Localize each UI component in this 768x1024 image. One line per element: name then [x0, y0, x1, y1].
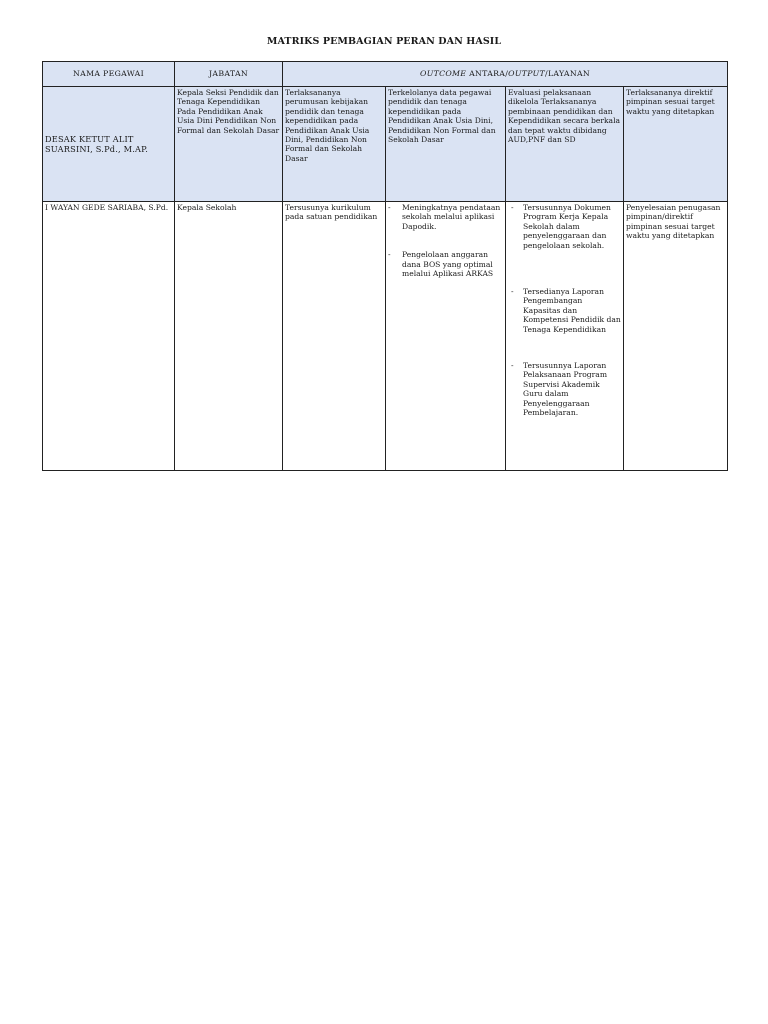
output-cell: Penyelesaian penugasan pimpinan/direktif pimpinan sesuai target waktu yang ditetapkan — [624, 202, 728, 471]
output-cell — [506, 202, 624, 471]
list-item: - Pengelolaan anggaran dana BOS yang optimal melalui Aplikasi ARKAS — [388, 250, 503, 278]
list-item: - Tersusunnya Laporan Pelaksanaan Program Supervisi Akademik Guru dalam Penyelenggaraan Pembelajaran. — [508, 361, 621, 417]
output-cell: Evaluasi pelaksanaan dikelola Terlaksananya pembinaan pendidikan dan Kependidikan secara berkala dan tepat waktu dibidang AUD,PNF dan SD — [506, 87, 624, 202]
output-list — [388, 203, 503, 278]
role-matrix-table — [42, 61, 728, 471]
list-item: - Tersedianya Laporan Pengembangan Kapasitas dan Kompetensi Pendidik dan Tenaga Kependidikan — [508, 287, 621, 334]
header-output-word: OUTPUT — [508, 69, 546, 79]
list-item: - Meningkatnya pendataan sekolah melalui aplikasi Dapodik. — [388, 203, 503, 231]
output-cell: Terlaksananya direktif pimpinan sesuai target waktu yang ditetapkan — [624, 87, 728, 202]
output-cell: Tersusunya kurikulum pada satuan pendidikan — [283, 202, 386, 471]
table-header-row — [43, 62, 728, 87]
output-cell: Terkelolanya data pegawai pendidik dan tenaga kependidikan pada Pendidikan Anak Usia Dini, Pendidikan Non Formal dan Sekolah Dasar — [386, 87, 506, 202]
header-nama-pegawai: NAMA PEGAWAI — [43, 62, 175, 87]
table-row — [43, 202, 728, 471]
header-antara-word: ANTARA/ — [466, 69, 509, 79]
output-cell — [386, 202, 506, 471]
output-list — [508, 203, 621, 418]
header-layanan-word: /LAYANAN — [545, 69, 590, 79]
employee-name-cell: DESAK KETUT ALIT SUARSINI, S.Pd., M.AP. — [43, 87, 175, 202]
header-outcome-word: OUTCOME — [420, 69, 467, 79]
table-row — [43, 87, 728, 202]
output-cell: Terlaksananya perumusan kebijakan pendidik dan tenaga kependidikan pada Pendidikan Anak Usia Dini, Pendidikan Non Formal dan Sekolah Dasar — [283, 87, 386, 202]
page-title: MATRIKS PEMBAGIAN PERAN DAN HASIL — [266, 36, 502, 47]
header-jabatan: JABATAN — [175, 62, 283, 87]
header-outcome-output — [283, 62, 728, 87]
position-cell: Kepala Sekolah — [175, 202, 283, 471]
list-item: - Tersusunnya Dokumen Program Kerja Kepala Sekolah dalam penyelenggaraan dan pengelolaan sekolah. — [508, 203, 621, 250]
position-cell: Kepala Seksi Pendidik dan Tenaga Kependidikan Pada Pendidikan Anak Usia Dini Pendidikan Non Formal dan Sekolah Dasar — [175, 87, 283, 202]
employee-name-cell: I WAYAN GEDE SARIABA, S.Pd. — [43, 202, 175, 471]
